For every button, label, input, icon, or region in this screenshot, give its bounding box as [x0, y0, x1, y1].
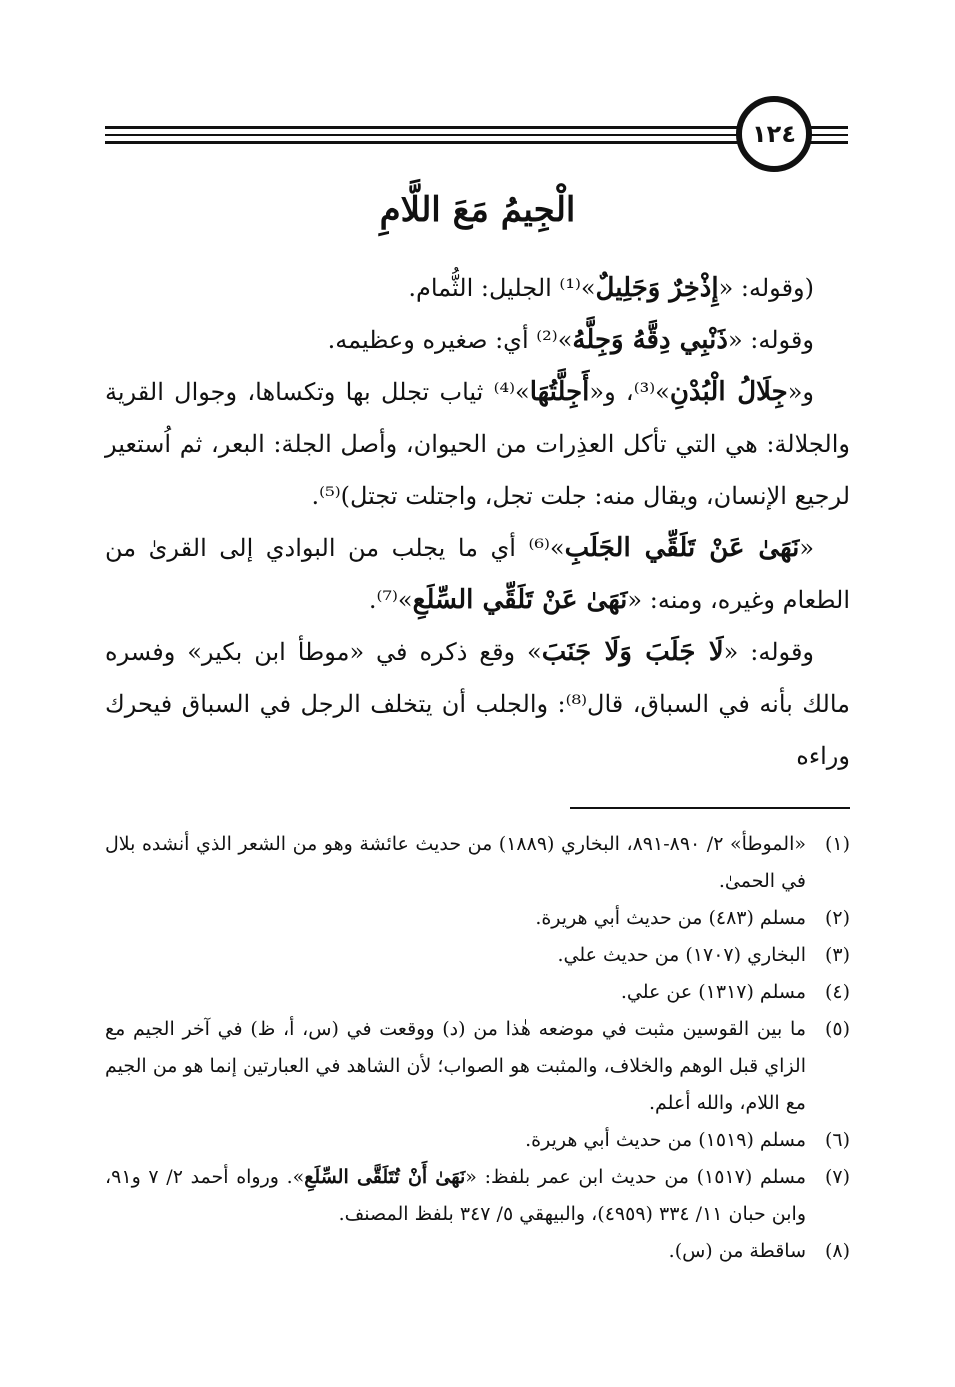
footnote-ref: ⁽⁴⁾ — [493, 378, 516, 406]
paragraph — [105, 626, 850, 782]
footnote-number: (٤) — [824, 981, 850, 1003]
footnote-text: «الموطأ» ٢/ ٨٩٠-٨٩١، البخاري (١٨٨٩) من حديث عائشة وهو من الشعر الذي أنشده بلال في الحمىٰ. — [105, 833, 806, 892]
paragraph — [105, 314, 850, 366]
footnote-text: البخاري (١٧٠٧) من حديث علي. — [557, 944, 806, 966]
footnotes — [105, 826, 850, 1270]
main-text — [105, 262, 850, 782]
footnote-ref: ⁽⁷⁾ — [376, 586, 398, 614]
footnote-item — [105, 1159, 850, 1233]
text-run: » — [397, 586, 413, 614]
footnote-text: ساقطة من (س). — [668, 1240, 806, 1262]
footnote-item — [105, 1011, 850, 1122]
chapter-title: الْجِيمُ مَعَ اللَّامِ — [379, 190, 576, 230]
text-run: الجليل: الثُّمام. — [408, 274, 560, 302]
footnote-number: (١) — [824, 833, 850, 855]
text-run: » — [655, 378, 670, 406]
text-run: . — [311, 482, 320, 510]
page-header — [0, 90, 955, 180]
text-run: (وقوله: « — [718, 274, 814, 302]
header-rule — [105, 134, 740, 136]
footnote-text: مسلم (٤٨٣) من حديث أبي هريرة. — [535, 907, 806, 929]
footnote-item — [105, 1233, 850, 1270]
text-run: وقوله: « — [723, 638, 815, 666]
text-run: و« — [787, 378, 814, 406]
paragraph — [105, 262, 850, 314]
header-rule — [105, 126, 740, 129]
text-run: أي ما يجلب من البوادي إلى القرىٰ من الطعام وغيره، ومنه: « — [105, 534, 850, 614]
footnote-number: (٥) — [824, 1018, 850, 1040]
footnote-ref: ⁽¹⁾ — [559, 274, 581, 302]
footnote-item — [105, 937, 850, 974]
footnote-text: مسلم (١٣١٧) عن علي. — [620, 981, 806, 1003]
text-run: أي: صغيره وعظيمه. — [327, 326, 537, 354]
footnote-text: مسلم (١٥١٩) من حديث أبي هريرة. — [525, 1129, 806, 1151]
text-run: » — [515, 378, 530, 406]
footnote-number: (٣) — [824, 944, 850, 966]
text-run: » — [557, 326, 573, 354]
hadith-quote: ذَنْبِي دِقَّهُ وَجِلَّهُ — [572, 325, 728, 355]
page-number-badge — [736, 96, 812, 172]
footnote-number: (٨) — [824, 1240, 850, 1262]
header-rule-tail — [808, 126, 848, 129]
text-run: « — [799, 534, 815, 562]
text-run: » وقع ذكره في «موطأ ابن بكير» وفسره مالك بأنه في السباق، قال — [105, 638, 850, 718]
footnote-item — [105, 900, 850, 937]
text-run: ثياب تجلل بها وتكساها، وجوال القرية والجلالة: هي التي تأكل العذِرات من الحيوان، وأصل الجلة: البعر، ثم اُستعير لرجيع الإنسان، ويقال منه: جلت تجل، واجتلت تجتل) — [105, 378, 850, 510]
footnote-divider — [570, 807, 850, 809]
hadith-quote: أَجِلَّتُهَا — [529, 377, 590, 407]
footnote-number: (٢) — [824, 907, 850, 929]
footnote-number: (٦) — [824, 1129, 850, 1151]
footnote-text: ما بين القوسين مثبت في موضعه هٰذا من (د) ووقعت في (س، أ، ظ) في آخر الجيم مع الزاي قبل الوهم والخلاف، والمثبت هو الصواب؛ لأن الشاهد في العبارتين إنما هو من الجيم مع اللام، والله أعلم. — [105, 1018, 806, 1114]
footnote-item — [105, 1122, 850, 1159]
footnote-ref: ⁽²⁾ — [536, 326, 558, 354]
hadith-quote: جِلَالُ الْبُدْنِ — [669, 377, 788, 407]
hadith-quote: نَهَىٰ عَنْ تَلَقِّي السِّلَعِ — [412, 585, 628, 615]
text-run: . — [368, 586, 377, 614]
footnote-ref: ⁽⁶⁾ — [528, 534, 550, 562]
header-rule — [105, 141, 740, 144]
page-number: ١٢٤ — [752, 120, 796, 148]
header-rule-tail — [808, 134, 848, 136]
text-run: » — [549, 534, 565, 562]
footnote-ref: ⁽³⁾ — [633, 378, 656, 406]
footnote-number: (٧) — [824, 1166, 850, 1188]
footnote-text — [105, 1159, 806, 1233]
paragraph — [105, 366, 850, 522]
header-rule-tail — [808, 141, 848, 144]
footnote-item — [105, 826, 850, 900]
footnote-item — [105, 974, 850, 1011]
text-run: مسلم (١٥١٧) من حديث ابن عمر بلفظ: « — [465, 1166, 807, 1188]
text-run: : والجلب أن يتخلف الرجل في السباق فيحرك وراءه — [105, 690, 850, 770]
footnote-ref: ⁽⁵⁾ — [319, 482, 341, 510]
hadith-quote: لَا جَلَبَ وَلَا جَنَبَ — [541, 637, 724, 667]
text-run: ، و« — [589, 378, 634, 406]
footnote-ref: ⁽⁸⁾ — [565, 690, 588, 718]
hadith-quote: نَهَىٰ عَنْ تَلَقِّي الجَلَبِ — [564, 533, 800, 563]
text-run: ». ورواه أحمد ٢/ ٧ و٩١، وابن حبان ١١/ ٣٣٤ (٤٩٥٩)، والبيهقي ٥/ ٣٤٧ بلفظ المصنف. — [105, 1166, 806, 1225]
text-run: » — [580, 274, 596, 302]
hadith-quote: نَهَىٰ أَنْ تُتَلَقَّى السِّلَعِ — [304, 1166, 466, 1188]
hadith-quote: إِذْخِرٌ وَجَلِيلٌ — [595, 273, 719, 303]
text-run: وقوله: « — [727, 326, 814, 354]
paragraph — [105, 522, 850, 626]
